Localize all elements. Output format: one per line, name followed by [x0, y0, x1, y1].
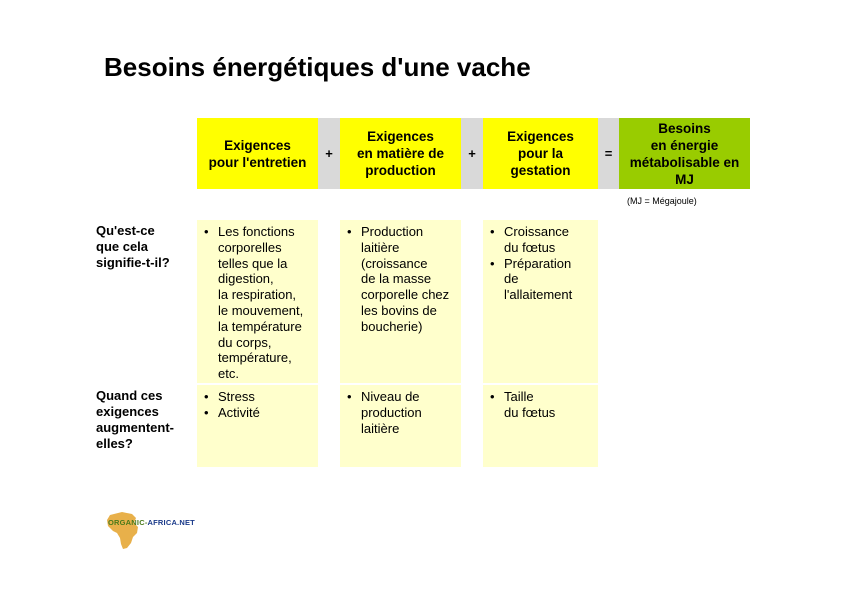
cell-increase-maintenance — [197, 385, 318, 467]
list-item: • Production laitière (croissance de la masse corporelle chez les bovins de boucherie) — [346, 224, 455, 335]
list-item: • Stress — [203, 389, 312, 405]
logo-text-organic: ORGANIC — [108, 518, 145, 527]
list-item: • Niveau de production laitière — [346, 389, 455, 436]
header-gestation: Exigences pour la gestation — [483, 118, 598, 189]
operator-equals: = — [598, 118, 619, 189]
list-item: • Activité — [203, 405, 312, 421]
list-item: • Préparation de l'allaitement — [489, 256, 592, 303]
cell-increase-production — [340, 385, 461, 467]
header-production: Exigences en matière de production — [340, 118, 461, 189]
list-item: • Taille du fœtus — [489, 389, 592, 421]
africa-map-icon — [104, 509, 188, 551]
operator-plus-2: + — [461, 118, 483, 189]
page-title: Besoins énergétiques d'une vache — [104, 52, 531, 82]
header-maintenance: Exigences pour l'entretien — [197, 118, 318, 189]
list-item: • Les fonctions corporelles telles que la digestion, la respiration, le mouvement, la température du corps, température, etc. — [203, 224, 312, 382]
list-item: • Croissance du fœtus — [489, 224, 592, 256]
cell-increase-gestation — [483, 385, 598, 467]
cell-meaning-maintenance — [197, 220, 318, 383]
header-metabolisable-energy: Besoins en énergie métabolisable en MJ — [619, 118, 750, 189]
unit-note: (MJ = Mégajoule) — [627, 196, 697, 206]
row-label-meaning: Qu'est-ce que cela signifie-t-il? — [96, 223, 170, 270]
cell-meaning-gestation — [483, 220, 598, 383]
cell-meaning-production — [340, 220, 461, 383]
logo-text-separator: - — [144, 518, 148, 527]
operator-plus-1: + — [318, 118, 340, 189]
logo-text-africa: AFRICA.NET — [147, 518, 195, 527]
row-label-increase: Quand ces exigences augmentent- elles? — [96, 388, 174, 451]
organic-africa-logo-text — [108, 518, 195, 527]
